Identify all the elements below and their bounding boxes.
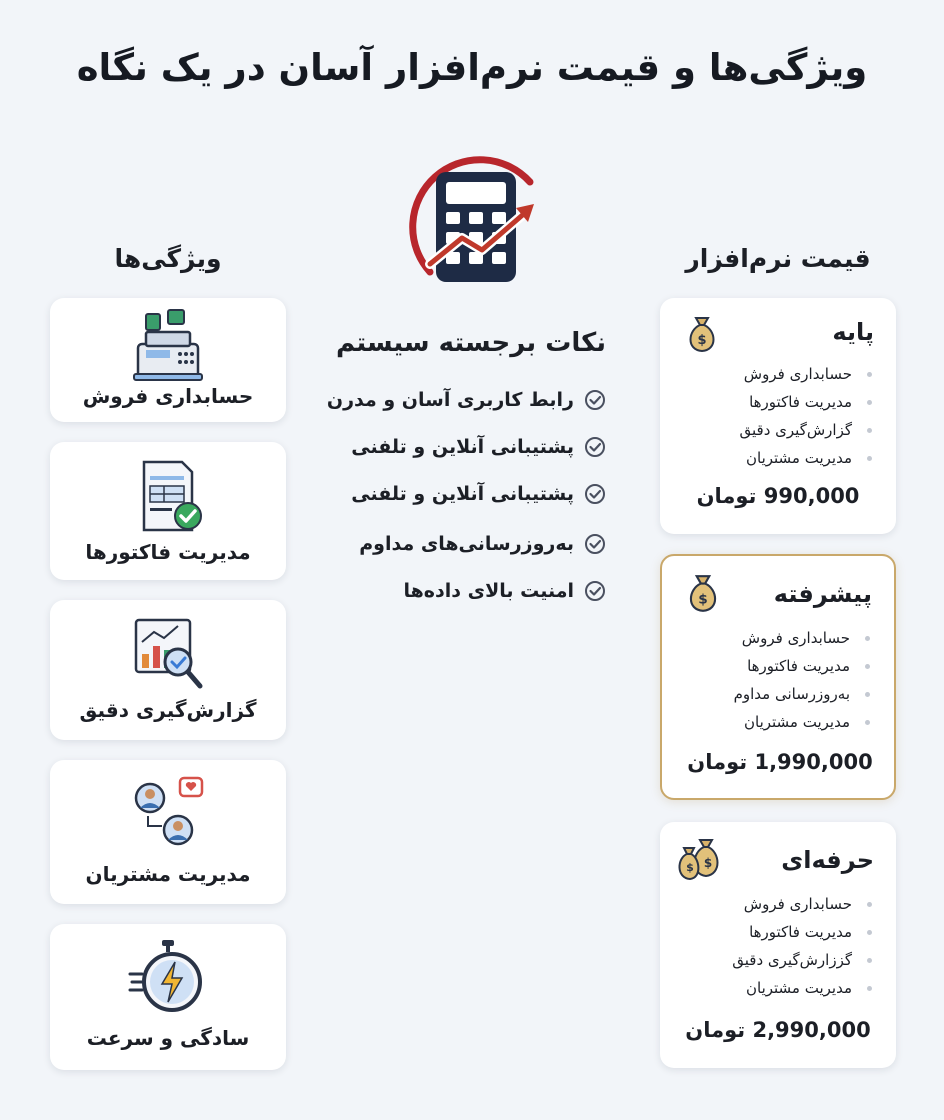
plan-feature: گزارش‌گیری دقیق — [694, 416, 874, 444]
feature-label: سادگی و سرعت — [86, 1026, 250, 1050]
plan-features — [694, 890, 874, 1002]
highlight-text: رابط کاربری آسان و مدرن — [326, 389, 574, 411]
plan-price: 2,990,000 تومان — [685, 1018, 871, 1042]
highlights-title: نکات برجسته سیستم — [335, 328, 606, 358]
plan-feature: مدیریت مشتریان — [692, 708, 872, 736]
plan-feature: حسابداری فروش — [692, 624, 872, 652]
svg-text:$: $ — [686, 861, 694, 874]
money-bag-icon — [684, 572, 722, 614]
feature-label: حسابداری فروش — [82, 384, 254, 408]
feature-card-simplicity — [50, 924, 286, 1070]
highlight-item — [310, 389, 606, 411]
feature-card-customers — [50, 760, 286, 904]
plan-feature: مدیریت مشتریان — [694, 444, 874, 472]
pricing-heading: قیمت نرم‌افزار — [685, 244, 871, 273]
highlight-text: پشتیبانی آنلاین و تلفنی — [351, 436, 574, 458]
invoice-check-icon — [128, 456, 208, 536]
cash-register-icon — [128, 306, 208, 386]
highlight-item — [310, 580, 606, 602]
feature-card-reports — [50, 600, 286, 740]
feature-card-invoices — [50, 442, 286, 580]
highlight-item — [310, 483, 606, 505]
plan-name: حرفه‌ای — [781, 846, 874, 874]
check-circle-icon — [584, 580, 606, 602]
plan-feature: مدیریت مشتریان — [694, 974, 874, 1002]
plan-feature: حسابداری فروش — [694, 360, 874, 388]
feature-card-sales-accounting — [50, 298, 286, 422]
plan-card-basic[interactable] — [660, 298, 896, 534]
customers-icon — [128, 774, 208, 854]
feature-label: گزارش‌گیری دقیق — [79, 698, 257, 722]
plan-feature: مدیریت فاکتورها — [694, 388, 874, 416]
plan-feature: گززارش‌گیری دقیق — [694, 946, 874, 974]
plan-price: 1,990,000 تومان — [687, 750, 873, 774]
plan-feature: مدیریت فاکتورها — [694, 918, 874, 946]
check-circle-icon — [584, 389, 606, 411]
report-magnifier-icon — [128, 614, 208, 694]
plan-feature: مدیریت فاکتورها — [692, 652, 872, 680]
calculator-growth-logo — [396, 142, 548, 294]
svg-text:$: $ — [703, 856, 713, 870]
svg-text:$: $ — [697, 333, 707, 348]
plan-feature: به‌روزرسانی مداوم — [692, 680, 872, 708]
plan-feature: حسابداری فروش — [694, 890, 874, 918]
feature-label: مدیریت مشتریان — [85, 862, 251, 886]
plan-features — [692, 624, 872, 736]
check-circle-icon — [584, 533, 606, 555]
check-circle-icon — [584, 483, 606, 505]
features-heading: ویژگی‌ها — [114, 244, 222, 273]
plan-name: پایه — [832, 318, 874, 346]
highlight-text: پشتیبانی آنلاین و تلفنی — [351, 483, 574, 505]
highlight-item — [310, 533, 606, 555]
plan-card-pro[interactable] — [660, 822, 896, 1068]
plan-name: پیشرفته — [773, 580, 872, 608]
svg-text:$: $ — [698, 591, 708, 608]
money-bag-icon — [684, 314, 720, 354]
feature-label: مدیریت فاکتورها — [85, 540, 251, 564]
highlight-text: امنیت بالای داده‌ها — [403, 580, 574, 602]
highlight-text: به‌روزرسانی‌های مداوم — [359, 533, 574, 555]
plan-price: 990,000 تومان — [696, 484, 860, 508]
check-circle-icon — [584, 436, 606, 458]
money-bags-icon — [676, 836, 726, 882]
plan-card-advanced[interactable] — [660, 554, 896, 800]
stopwatch-icon — [128, 938, 208, 1018]
page-title: ویژگی‌ها و قیمت نرم‌افزار آسان در یک نگاه — [76, 46, 868, 89]
plan-features — [694, 360, 874, 472]
highlight-item — [310, 436, 606, 458]
